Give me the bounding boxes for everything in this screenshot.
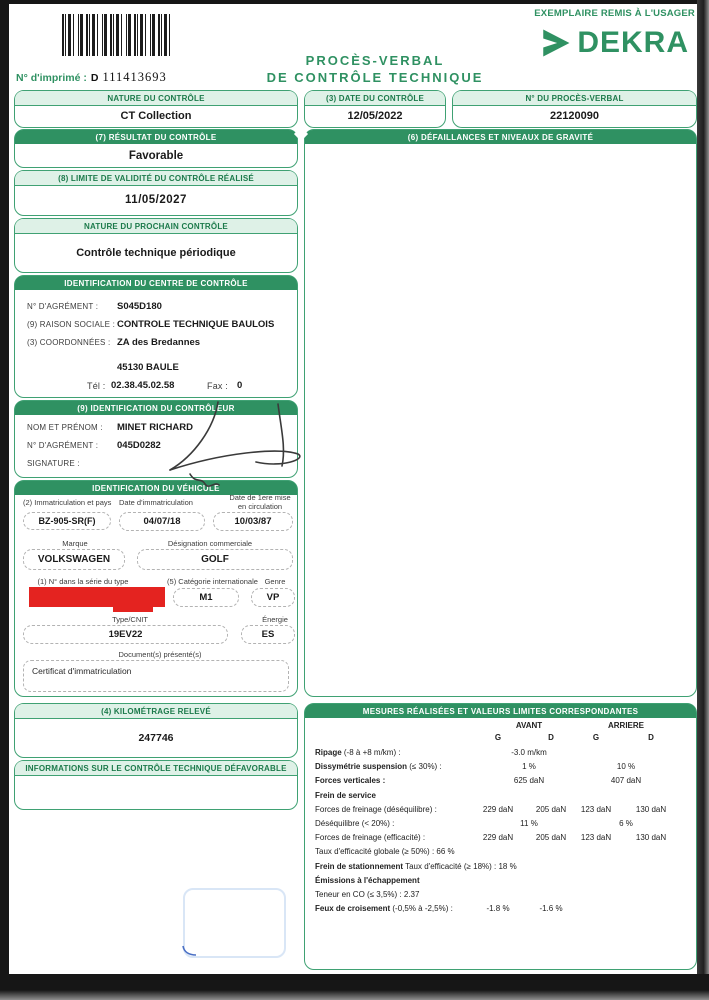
numero-pv-value: 22120090 <box>550 110 599 122</box>
mesure-row <box>305 819 696 832</box>
mesure-label: Forces verticales : <box>315 776 386 786</box>
printed-number-prefix: D <box>90 72 99 84</box>
stamp-area <box>183 888 286 958</box>
mesure-value: 123 daN <box>580 804 612 814</box>
kilometrage-value: 247746 <box>138 732 174 744</box>
section-header: (3) DATE DU CONTRÔLE <box>305 91 445 106</box>
section-kilometrage <box>14 703 298 758</box>
redaction-box <box>29 587 165 607</box>
section-limite-validite <box>14 170 298 216</box>
mesure-value: 130 daN <box>635 804 667 814</box>
mesure-row <box>305 904 696 917</box>
section-nature-controle <box>14 90 298 128</box>
mesures-col-label: G <box>592 733 600 742</box>
scan-edge-left <box>0 0 9 982</box>
section-mesures <box>304 703 697 970</box>
document-title-line1: PROCÈS-VERBAL <box>305 53 445 68</box>
date-immatriculation-value: 04/07/18 <box>119 512 205 531</box>
mesures-col-label: D <box>648 733 654 742</box>
section-header: (7) RÉSULTAT DU CONTRÔLE <box>15 130 297 144</box>
mesure-value: 407 daN <box>610 776 642 786</box>
categorie-label: (5) Catégorie internationale <box>167 577 258 586</box>
mesure-value: 625 daN <box>513 776 545 786</box>
section-centre-controle <box>14 275 298 398</box>
section-prochain-controle <box>14 218 298 273</box>
centre-raison-value: CONTROLE TECHNIQUE BAULOIS <box>117 319 275 330</box>
mesure-value: -1.6 % <box>539 904 563 914</box>
mesure-row <box>305 833 696 846</box>
mesure-label: Frein de stationnement Taux d'efficacité (≥ 18%) : 18 % <box>315 861 517 871</box>
section-header: (9) IDENTIFICATION DU CONTRÔLEUR <box>15 401 297 415</box>
centre-fax-value: 0 <box>237 380 243 391</box>
centre-agrement-value: S045D180 <box>117 301 162 312</box>
mesure-value: 229 daN <box>482 804 514 814</box>
energie-label: Énergie <box>262 615 288 624</box>
resultat-value: Favorable <box>128 150 184 162</box>
nature-controle-value: CT Collection <box>120 110 192 122</box>
dekra-logo <box>539 26 689 60</box>
immatriculation-label: (2) Immatriculation et pays <box>23 498 112 507</box>
marque-value: VOLKSWAGEN <box>23 549 125 570</box>
mesure-row <box>305 847 696 860</box>
mesures-rows <box>305 704 696 969</box>
section-header: MESURES RÉALISÉES ET VALEURS LIMITES CORRESPONDANTES <box>305 704 696 718</box>
energie-value: ES <box>241 625 295 644</box>
date-controle-value: 12/05/2022 <box>347 110 403 122</box>
document-title <box>240 52 510 86</box>
controleur-nom-label: NOM ET PRÉNOM : <box>27 423 103 432</box>
section-resultat <box>14 129 298 168</box>
section-header: IDENTIFICATION DU CENTRE DE CONTRÔLE <box>15 276 297 290</box>
section-header: N° DU PROCÈS-VERBAL <box>453 91 696 106</box>
mesure-row <box>305 791 696 804</box>
marque-label: Marque <box>62 539 88 548</box>
date-circulation-label <box>215 493 305 511</box>
mesure-value: -1.8 % <box>486 904 510 914</box>
mesure-row <box>305 876 696 889</box>
centre-adresse-value: ZA des Bredannes <box>117 337 201 348</box>
section-date-controle <box>304 90 446 128</box>
mesure-value: 6 % <box>619 819 633 828</box>
section-header: INFORMATIONS SUR LE CONTRÔLE TECHNIQUE DÉFAVORABLE <box>15 761 297 776</box>
section-controleur <box>14 400 298 478</box>
scan-edge-bottom <box>0 974 709 1000</box>
scan-edge-top <box>0 0 709 4</box>
dekra-wordmark: DEKRA <box>577 26 689 59</box>
section-header: NATURE DU PROCHAIN CONTRÔLE <box>15 219 297 234</box>
immatriculation-value: BZ-905-SR(F) <box>23 512 111 530</box>
categorie-value: M1 <box>173 588 239 607</box>
mesure-value: 205 daN <box>535 804 567 814</box>
section-header: (8) LIMITE DE VALIDITÉ DU CONTRÔLE RÉALISÉ <box>15 171 297 186</box>
centre-tel-label: Tél : <box>87 381 106 391</box>
section-vehicule <box>14 480 298 697</box>
designation-label: Désignation commerciale <box>167 539 253 548</box>
controleur-nom-value: MINET RICHARD <box>117 422 193 433</box>
documents-value: Certificat d'immatriculation <box>23 660 289 692</box>
controleur-agrement-label: N° D'AGRÉMENT : <box>27 441 99 450</box>
mesure-label: Dissymétrie suspension (≤ 30%) : <box>315 762 442 772</box>
redaction-box-tail <box>113 605 153 612</box>
mesure-label: Ripage (-8 à +8 m/km) : <box>315 748 401 757</box>
section-defaillances <box>304 129 697 697</box>
stamp-mark <box>181 944 199 958</box>
mesure-row <box>305 776 696 789</box>
mesures-group-label: ARRIERE <box>607 721 644 730</box>
section-info-defavorable <box>14 760 298 810</box>
type-cnit-value: 19EV22 <box>23 625 228 644</box>
mesure-row <box>305 748 696 761</box>
genre-value: VP <box>251 588 295 607</box>
mesure-row <box>305 862 696 875</box>
mesure-value: -3.0 m/km <box>511 748 547 757</box>
printed-number-label: N° d'imprimé : <box>16 72 87 84</box>
dekra-arrow-icon <box>539 26 573 60</box>
serie-type-label: (1) N° dans la série du type <box>37 577 129 586</box>
date-immatriculation-label: Date d'immatriculation <box>119 498 193 507</box>
centre-tel-value: 02.38.45.02.58 <box>111 380 175 391</box>
section-header: IDENTIFICATION DU VÉHICULE <box>15 481 297 495</box>
mesure-value: 123 daN <box>580 833 612 843</box>
mesure-value: 11 % <box>520 819 538 828</box>
document-title-line2: DE CONTRÔLE TECHNIQUE <box>266 70 484 85</box>
mesure-label: Forces de freinage (efficacité) : <box>315 833 426 843</box>
mesure-row <box>305 762 696 775</box>
date-circulation-label-line1: Date de 1ere mise <box>229 493 291 502</box>
prochain-controle-value: Contrôle technique périodique <box>76 247 236 259</box>
documents-label: Document(s) présenté(s) <box>118 650 202 659</box>
section-header: NATURE DU CONTRÔLE <box>15 91 297 106</box>
type-cnit-label: Type/CNIT <box>112 615 148 624</box>
date-circulation-label-line2: en circulation <box>237 502 283 511</box>
mesure-value: 10 % <box>616 762 636 772</box>
mesure-label: Forces de freinage (déséquilibre) : <box>315 804 437 814</box>
mesures-col-label: G <box>494 733 502 742</box>
section-header: (6) DÉFAILLANCES ET NIVEAUX DE GRAVITÉ <box>305 130 696 144</box>
section-numero-pv <box>452 90 697 128</box>
mesures-col-header-row <box>305 733 696 746</box>
mesure-value: 130 daN <box>635 833 667 843</box>
mesure-label: Frein de service <box>315 790 376 800</box>
copy-notice: EXEMPLAIRE REMIS À L'USAGER <box>534 8 695 19</box>
barcode <box>62 14 172 56</box>
scan-edge-right <box>697 0 709 982</box>
mesure-value: 229 daN <box>482 833 514 843</box>
date-circulation-value: 10/03/87 <box>213 512 293 531</box>
mesure-row <box>305 890 696 903</box>
mesure-label: Teneur en CO (≤ 3,5%) : 2.37 <box>315 890 420 899</box>
controleur-signature-label: SIGNATURE : <box>27 459 80 468</box>
centre-agrement-label: N° D'AGRÉMENT : <box>27 302 99 311</box>
mesure-value: 205 daN <box>535 833 567 843</box>
centre-coordonnees-label: (3) COORDONNÉES : <box>27 338 111 347</box>
mesure-row <box>305 805 696 818</box>
controleur-agrement-value: 045D0282 <box>117 440 161 451</box>
mesure-label: Déséquilibre (< 20%) : <box>315 819 395 828</box>
mesures-col-label: D <box>548 733 554 742</box>
designation-value: GOLF <box>137 549 293 570</box>
section-header: (4) KILOMÉTRAGE RELEVÉ <box>15 704 297 719</box>
mesure-label: Émissions à l'échappement <box>315 875 420 885</box>
mesure-label: Taux d'efficacité globale (≥ 50%) : 66 % <box>315 847 455 857</box>
printed-number-line <box>16 70 167 85</box>
centre-ville-value: 45130 BAULE <box>117 362 179 373</box>
centre-raison-label: (9) RAISON SOCIALE : <box>27 320 116 329</box>
centre-fax-label: Fax : <box>207 381 229 391</box>
mesure-value: 1 % <box>522 762 536 772</box>
mesures-group-label: AVANT <box>515 721 543 730</box>
printed-number-value: 111413693 <box>102 70 167 84</box>
mesure-label: Feux de croisement (-0,5% à -2,5%) : <box>315 904 453 914</box>
genre-label: Genre <box>264 577 286 586</box>
limite-validite-value: 11/05/2027 <box>125 194 187 206</box>
